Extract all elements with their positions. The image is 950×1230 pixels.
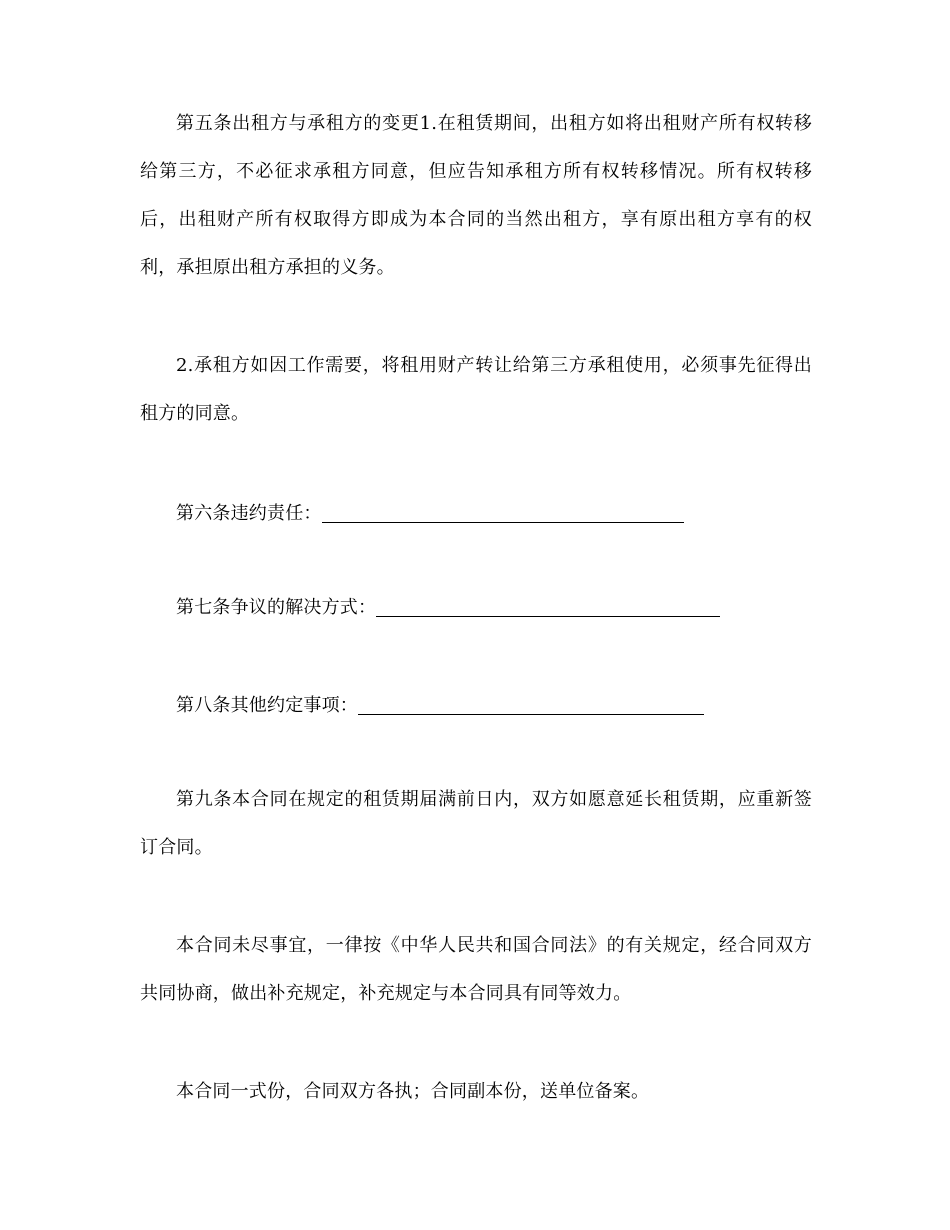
article-5-item-2-paragraph: 2.承租方如因工作需要，将租用财产转让给第三方承租使用，必须事先征得出租方的同意。 — [140, 355, 812, 424]
article-7-label: 第七条争议的解决方式： — [176, 597, 377, 618]
article-8-line — [140, 682, 812, 730]
article-9-paragraph: 第九条本合同在规定的租赁期届满前日内，双方如愿意延长租赁期，应重新签订合同。 — [140, 789, 812, 858]
article-6-label: 第六条违约责任： — [176, 503, 322, 524]
copies-paragraph: 本合同一式份，合同双方各执；合同副本份，送单位备案。 — [176, 1081, 650, 1102]
article-5-paragraph: 第五条出租方与承租方的变更1.在租赁期间，出租方如将出租财产所有权转移给第三方，不必征求承租方同意，但应告知承租方所有权转移情况。所有权转移后，出租财产所有权取得方即成为本合同的当然出租方，享有原出租方享有的权利，承担原出租方承担的义务。 — [140, 113, 812, 278]
article-7-fill-blank — [376, 598, 720, 617]
supplement-paragraph: 本合同未尽事宜，一律按《中华人民共和国合同法》的有关规定，经合同双方共同协商，做出补充规定，补充规定与本合同具有同等效力。 — [140, 935, 812, 1004]
article-7-line — [140, 584, 812, 632]
article-8-label: 第八条其他约定事项： — [176, 695, 358, 716]
article-6-line — [140, 490, 812, 538]
article-8-fill-blank — [358, 696, 704, 715]
article-6-fill-blank — [322, 504, 684, 523]
